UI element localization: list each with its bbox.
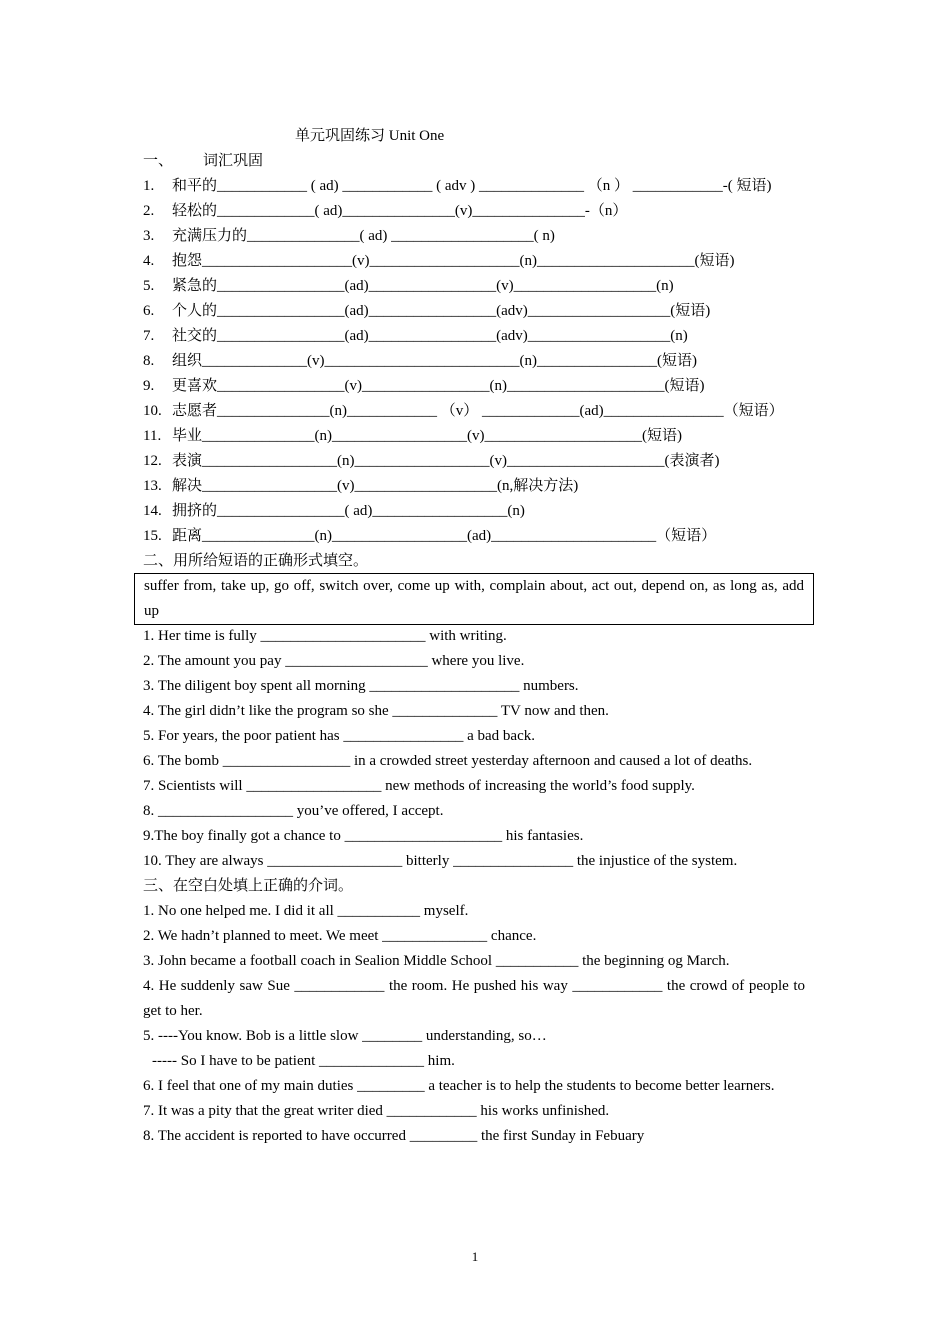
vocab-item xyxy=(143,374,805,399)
exercise-sentence: 3. John became a football coach in Sealion Middle School ___________ the beginning og March. xyxy=(143,953,730,969)
item-number: 11. xyxy=(143,428,162,444)
vocab-item xyxy=(143,174,805,199)
section1-heading: 一、 词汇巩固 xyxy=(143,153,264,169)
exercise-sentence: 2. The amount you pay ___________________ where you live. xyxy=(143,653,525,669)
item-number: 15. xyxy=(143,528,162,544)
vocab-item xyxy=(143,249,805,274)
item-number: 9. xyxy=(143,378,155,394)
item-number: 12. xyxy=(143,453,162,469)
vocab-item xyxy=(143,274,805,299)
item-text: 紧急的_________________(ad)_________________(v)___________________(n) xyxy=(172,278,674,294)
exercise-sentence: 9.The boy finally got a chance to _____________________ his fantasies. xyxy=(143,828,584,844)
vocab-item xyxy=(143,524,805,549)
vocab-item xyxy=(143,199,805,224)
vocab-item xyxy=(143,224,805,249)
page-number: 1 xyxy=(471,1249,479,1264)
vocab-item xyxy=(143,299,805,324)
item-text: 志愿者_______________(n)____________ （v） _____________(ad)________________（短语） xyxy=(172,403,784,419)
vocab-item xyxy=(143,424,805,449)
exercise-sentence: 1. No one helped me. I did it all ___________ myself. xyxy=(143,903,469,919)
item-number: 2. xyxy=(143,203,155,219)
item-number: 4. xyxy=(143,253,155,269)
vocab-item xyxy=(143,449,805,474)
item-number: 6. xyxy=(143,303,155,319)
item-text: 和平的____________ ( ad) ____________ ( adv ) ______________ （n ） ____________-( 短语) xyxy=(172,178,772,194)
item-text: 解决__________________(v)___________________(n,解决方法) xyxy=(172,478,579,494)
phrase-bank: suffer from, take up, go off, switch over, come up with, complain about, act out, depend on, as long as, add up xyxy=(134,573,814,625)
section2-heading: 二、用所给短语的正确形式填空。 xyxy=(143,553,369,569)
exercise-sentence: 6. The bomb _________________ in a crowded street yesterday afternoon and caused a lot of deaths. xyxy=(143,753,753,769)
item-number: 5. xyxy=(143,278,155,294)
exercise-sentence: 4. He suddenly saw Sue ____________ the room. He pushed his way ____________ the crowd of people to get to her. xyxy=(143,978,809,1019)
item-text: 拥挤的_________________( ad)__________________(n) xyxy=(172,503,525,519)
item-text: 表演__________________(n)__________________(v)_____________________(表演者) xyxy=(172,453,720,469)
exercise-sentence: 5. ----You know. Bob is a little slow ________ understanding, so… xyxy=(143,1028,547,1044)
exercise-sentence: 8. __________________ you’ve offered, I accept. xyxy=(143,803,444,819)
item-text: 个人的_________________(ad)_________________(adv)___________________(短语) xyxy=(172,303,711,319)
item-text: 距离_______________(n)__________________(ad)______________________（短语） xyxy=(172,528,717,544)
item-number: 14. xyxy=(143,503,162,519)
exercise-sentence: 8. The accident is reported to have occurred _________ the first Sunday in Febuary xyxy=(143,1128,645,1144)
exercise-sentence: 7. Scientists will __________________ new methods of increasing the world’s food supply. xyxy=(143,778,695,794)
section3-heading: 三、在空白处填上正确的介词。 xyxy=(143,878,354,894)
exercise-sentence: 4. The girl didn’t like the program so she ______________ TV now and then. xyxy=(143,703,609,719)
exercise-sentence: ----- So I have to be patient ______________ him. xyxy=(152,1053,455,1069)
item-number: 7. xyxy=(143,328,155,344)
item-text: 抱怨____________________(v)____________________(n)_____________________(短语) xyxy=(172,253,735,269)
exercise-sentence: 5. For years, the poor patient has ________________ a bad back. xyxy=(143,728,535,744)
document-body xyxy=(143,124,809,1149)
vocab-item xyxy=(143,349,805,374)
item-text: 更喜欢_________________(v)_________________(n)_____________________(短语) xyxy=(172,378,705,394)
exercise-sentence: 7. It was a pity that the great writer died ____________ his works unfinished. xyxy=(143,1103,610,1119)
item-number: 13. xyxy=(143,478,162,494)
vocab-item xyxy=(143,474,805,499)
item-text: 社交的_________________(ad)_________________(adv)___________________(n) xyxy=(172,328,688,344)
vocab-item xyxy=(143,324,805,349)
vocab-list xyxy=(143,174,805,549)
exercise-sentence: 6. I feel that one of my main duties _________ a teacher is to help the students to become better learners. xyxy=(143,1078,775,1094)
item-number: 1. xyxy=(143,178,155,194)
vocab-item xyxy=(143,499,805,524)
exercise-sentence: 10. They are always __________________ bitterly ________________ the injustice of the system. xyxy=(143,853,738,869)
item-text: 充满压力的_______________( ad) ___________________( n) xyxy=(172,228,555,244)
item-text: 轻松的_____________( ad)_______________(v)_______________-（n） xyxy=(172,203,628,219)
exercise-sentence: 3. The diligent boy spent all morning ____________________ numbers. xyxy=(143,678,579,694)
item-number: 8. xyxy=(143,353,155,369)
item-number: 3. xyxy=(143,228,155,244)
exercise-sentence: 1. Her time is fully ______________________ with writing. xyxy=(143,628,507,644)
page-title: 单元巩固练习 Unit One xyxy=(295,128,445,144)
item-text: 组织______________(v)__________________________(n)________________(短语) xyxy=(172,353,697,369)
exercise-sentence: 2. We hadn’t planned to meet. We meet ______________ chance. xyxy=(143,928,537,944)
item-number: 10. xyxy=(143,403,162,419)
item-text: 毕业_______________(n)__________________(v)_____________________(短语) xyxy=(172,428,682,444)
vocab-item xyxy=(143,399,805,424)
